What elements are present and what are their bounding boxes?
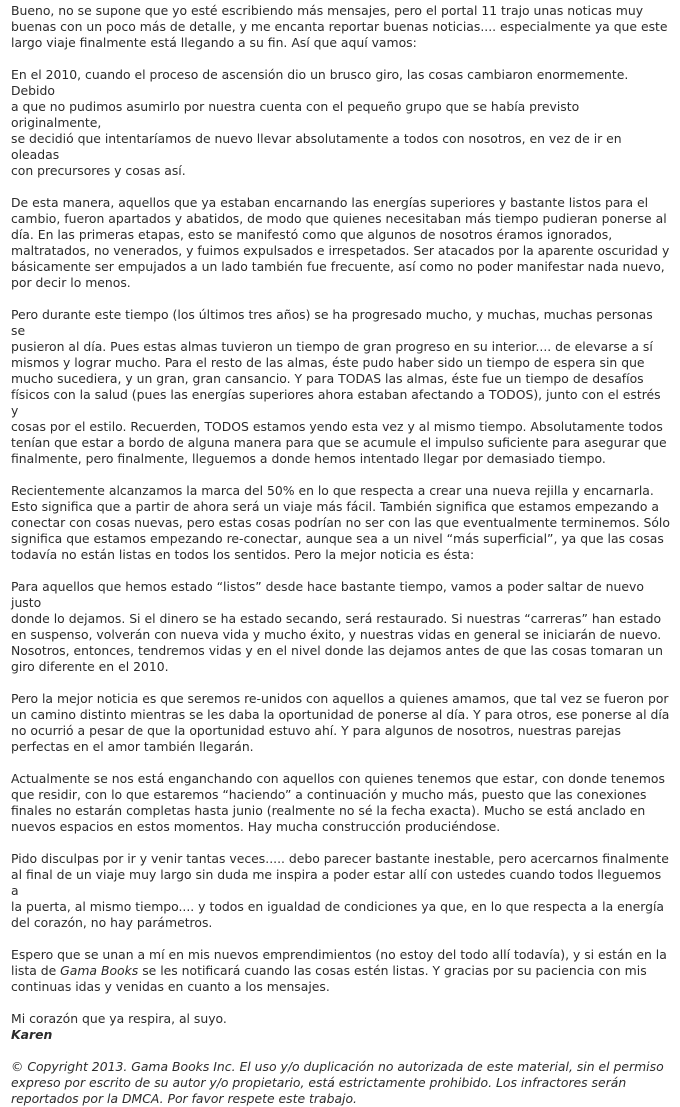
paragraph-2010-change: En el 2010, cuando el proceso de ascensión dio un brusco giro, las cosas cambiaron enormemente. Debido a que no pudimos asumirlo por nuestra cuenta con el pequeño grupo que se había previsto originalmente, se decidió que intentaríamos de nuevo llevar absolutamente a todos con nosotros, en vez de ir en oleadas con precursores y cosas así.: [11, 67, 629, 178]
signoff-block: [11, 1011, 670, 1043]
paragraph-apology: Pido disculpas por ir y venir tantas veces..... debo parecer bastante inestable, pero acercarnos finalmente al final de un viaje muy largo sin duda me inspira a poder estar allí con ustedes cuando todos lleguemos a la puerta, al mismo tiempo.... y todos en igualdad de condiciones ya que, en lo que respecta a la energía del corazón, no hay parámetros.: [11, 851, 669, 930]
closing-text-start: Espero que se unan a mí en mis nuevos emprendimientos (no estoy del todo allí todavía), y si están en la lista de: [11, 947, 667, 978]
paragraph-early-stages: De esta manera, aquellos que ya estaban encarnando las energías superiores y bastante listos para el cambio, fueron apartados y abatidos, de modo que quienes necesitaban más tiempo pudieran ponerse al día. En las primeras etapas, esto se manifestó como que algunos de nosotros éramos ignorados, maltratados, no venerados, y fuimos expulsados e irrespetados. Ser atacados por la aparente oscuridad y básicamente ser empujados a un lado también fue frecuente, así como no poder manifestar nada nuevo, por decir lo menos.: [11, 195, 670, 290]
gama-books-mention: Gama Books: [60, 963, 139, 978]
copyright-notice: © Copyright 2013. Gama Books Inc. El uso y/o duplicación no autorizada de este material, sin el permiso expreso por escrito de su autor y/o propietario, está estrictamente prohibido. Los infractores serán reportados por la DMCA. Por favor respete este trabajo.: [11, 1059, 664, 1106]
paragraph-fifty-percent: Recientemente alcanzamos la marca del 50% en lo que respecta a crear una nueva rejilla y encarnarla. Esto significa que a partir de ahora será un viaje más fácil. También significa que estamos empezando a conectar con cosas nuevas, pero estas cosas podrían no ser con las que eventualmente terminemos. Sólo significa que estamos empezando re-conectar, aunque sea a un nivel “más superficial”, ya que las cosas todavía no están listas en todos los sentidos. Pero la mejor noticia es ésta:: [11, 483, 670, 562]
paragraph-last-three-years: Pero durante este tiempo (los últimos tres años) se ha progresado mucho, y muchas, muchas personas se pusieron al día. Pues estas almas tuvieron un tiempo de gran progreso en su interior.... de elevarse a sí mismos y lograr mucho. Para el resto de las almas, éste pudo haber sido un tiempo de espera sin que mucho sucediera, y un gran, gran cansancio. Y para TODAS las almas, éste fue un tiempo de desafíos físicos con la salud (pues las energías superiores ahora estaban afectando a TODOS), junto con el estrés y cosas por el estilo. Recuerden, TODOS estamos yendo esta vez y al mismo tiempo. Absolutamente todos tenían que estar a bordo de alguna manera para que se acumule el impulso suficiente para asegurar que finalmente, pero finalmente, lleguemos a donde hemos intentado llegar por demasiado tiempo.: [11, 307, 667, 466]
signature: Karen: [11, 1027, 53, 1042]
paragraph-current-connections: Actualmente se nos está enganchando con aquellos con quienes tenemos que estar, con donde tenemos que residir, con lo que estaremos “haciendo” a continuación y mucho más, puesto que las conexiones finales no estarán completas hasta junio (realmente no sé la fecha exacta). Mucho se está anclado en nuevos espacios en estos momentos. Hay mucha construcción produciéndose.: [11, 771, 665, 834]
paragraph-ready-ones: Para aquellos que hemos estado “listos” desde hace bastante tiempo, vamos a poder saltar de nuevo justo donde lo dejamos. Si el dinero se ha estado secando, será restaurado. Si nuestras “carreras” han estado en suspenso, volverán con nueva vida y mucho éxito, y nuestras vidas en general se iniciarán de nuevo. Nosotros, entonces, tendremos vidas y en el nivel donde las dejamos antes de que las cosas tomaran un giro diferente en el 2010.: [11, 579, 663, 674]
paragraph-closing: [11, 947, 670, 995]
closing-text-end: se les notificará cuando las cosas estén listas. Y gracias por su paciencia con mis continuas idas y venidas en cuanto a los mensajes.: [11, 963, 647, 994]
paragraph-intro: Bueno, no se supone que yo esté escribiendo más mensajes, pero el portal 11 trajo unas noticas muy buenas con un poco más de detalle, y me encanta reportar buenas noticias.... especialmente ya que este largo viaje finalmente está llegando a su fin. Así que aquí vamos:: [11, 3, 668, 50]
paragraph-reunited: Pero la mejor noticia es que seremos re-unidos con aquellos a quienes amamos, que tal vez se fueron por un camino distinto mientras se les daba la oportunidad de ponerse al día. Y para otros, ese ponerse al día no ocurrió a pesar de que la oportunidad estuvo ahí. Y para algunos de nosotros, nuestras parejas perfectas en el amor también llegarán.: [11, 691, 670, 754]
signoff-line: Mi corazón que ya respira, al suyo.: [11, 1011, 227, 1026]
